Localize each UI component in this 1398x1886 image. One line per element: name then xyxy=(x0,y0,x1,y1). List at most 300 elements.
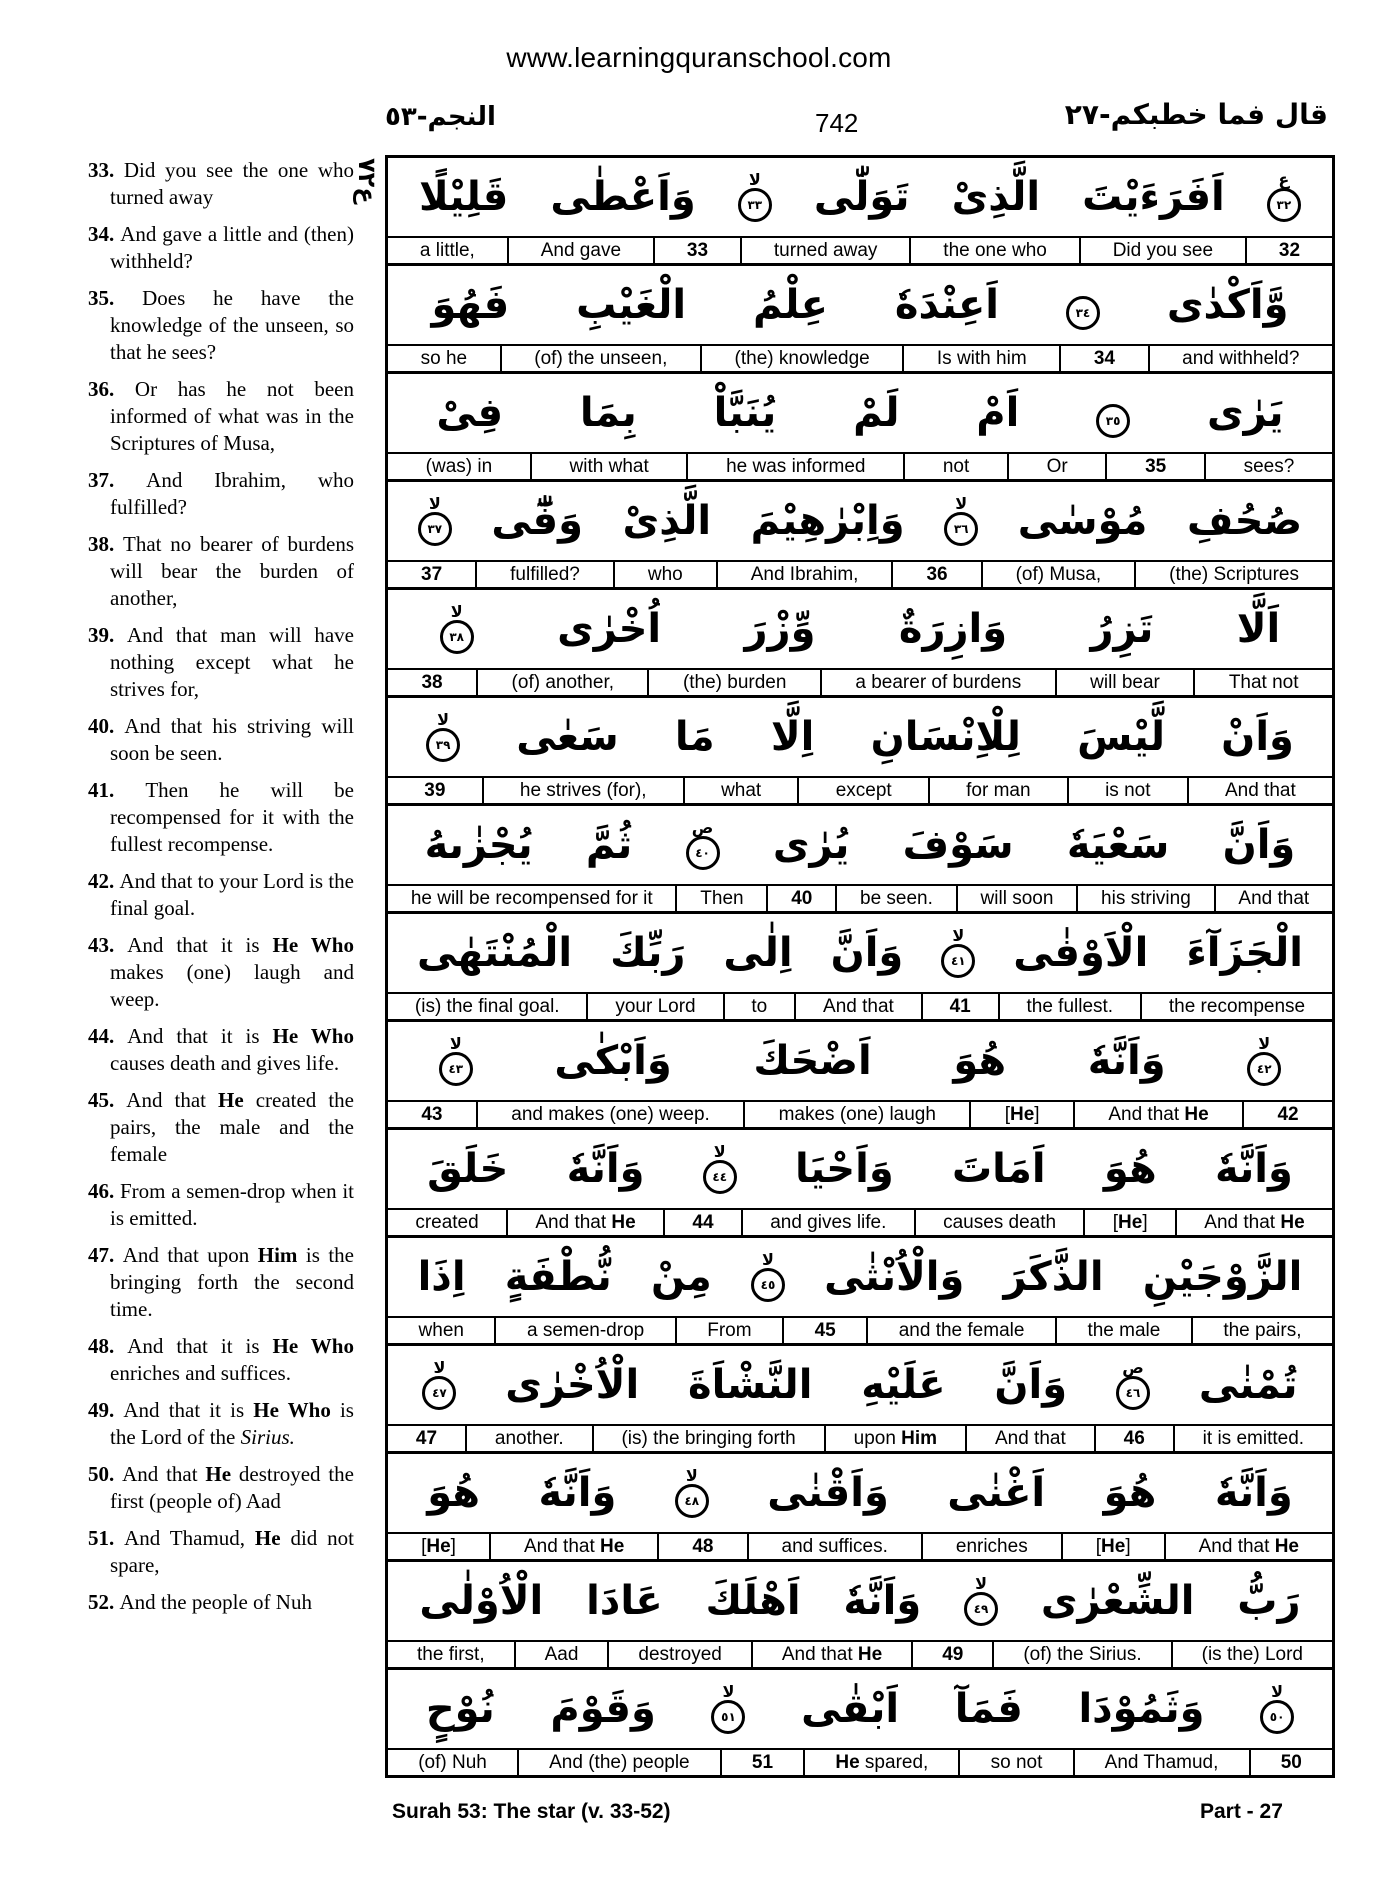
meaning-text: ] xyxy=(450,1536,456,1557)
table-row xyxy=(388,914,1332,1022)
word-meaning-cell: And Thamud, xyxy=(1073,1750,1249,1775)
ayah-number-circle: ٤١ xyxy=(941,944,975,978)
arabic-word: عَلَيْهِ xyxy=(861,1362,946,1408)
verse-end-marker xyxy=(418,496,452,546)
ayah-number-circle: ٣٥ xyxy=(1096,404,1130,438)
verse-number-cell: 39 xyxy=(424,780,446,801)
arabic-line xyxy=(388,266,1332,346)
verse-text: And that it is xyxy=(123,1398,254,1422)
ayah-number-circle: ٤٧ xyxy=(422,1376,456,1410)
meaning-text: upon xyxy=(853,1428,902,1449)
arabic-word: عِلْمُ xyxy=(752,282,828,328)
translation-verse xyxy=(88,777,354,858)
word-meaning-cell xyxy=(751,1642,911,1667)
arabic-word: الْغَيْبِ xyxy=(576,282,687,328)
table-row xyxy=(388,266,1332,374)
translation-verse xyxy=(88,1589,354,1616)
table-row xyxy=(388,1022,1332,1130)
word-meaning-cell: And that xyxy=(1187,778,1332,803)
verse-number-cell: 44 xyxy=(663,1210,741,1235)
word-meaning-cell: Then xyxy=(675,886,766,911)
pause-sign: لا xyxy=(437,710,450,729)
meaning-text: And that xyxy=(1204,1212,1281,1233)
pause-sign xyxy=(1110,388,1116,404)
verse-text: And that man will have nothing except what he strives for, xyxy=(110,623,355,701)
word-meaning-cell: be seen. xyxy=(835,886,956,911)
translation-verse xyxy=(88,157,354,211)
verse-text: created the pairs, the male and the female xyxy=(110,1088,354,1166)
arabic-word: قَلِيْلًا xyxy=(419,174,509,220)
arabic-word: مُوْسٰى xyxy=(1017,498,1148,544)
arabic-word: فَمَآ xyxy=(954,1686,1023,1732)
verse-text: And that xyxy=(122,1462,206,1486)
arabic-word: وَاَنَّهٗ xyxy=(843,1578,922,1624)
arabic-word: فَهُوَ xyxy=(431,282,510,328)
verse-number-cell: 33 xyxy=(653,238,740,263)
verse-number-cell: 41 xyxy=(921,994,998,1019)
arabic-word: وَفّٰٓى xyxy=(491,498,583,544)
verse-end-marker xyxy=(1116,1360,1150,1410)
word-meaning-cell: his striving xyxy=(1076,886,1213,911)
pause-sign: لا xyxy=(450,602,463,621)
verse-text: And that xyxy=(126,1088,218,1112)
arabic-word: وَاَنَّهٗ xyxy=(1214,1470,1293,1516)
verse-end-marker xyxy=(1247,1036,1281,1086)
translation-verse xyxy=(88,285,354,366)
meaning-text: spared, xyxy=(859,1752,929,1773)
arabic-line xyxy=(388,1238,1332,1318)
ayah-number-circle: ٣٩ xyxy=(426,728,460,762)
verse-end-marker xyxy=(439,1036,473,1086)
arabic-word: سَعْيَهٗ xyxy=(1066,822,1170,868)
word-meaning-cell: when xyxy=(418,1320,464,1341)
arabic-word: نُّطْفَةٍ xyxy=(504,1254,612,1300)
word-meaning-cell: fulfilled? xyxy=(475,562,613,587)
meaning-text: [ xyxy=(1112,1212,1119,1233)
pause-sign: لا xyxy=(761,1250,774,1269)
ayah-number-circle: ٣٤ xyxy=(1066,296,1100,330)
word-meaning-cell: the one who xyxy=(909,238,1078,263)
word-meaning-cell: Aad xyxy=(514,1642,608,1667)
meaning-bold: He xyxy=(1118,1212,1143,1233)
verse-text: And that it is xyxy=(127,1334,273,1358)
pause-sign: ص xyxy=(691,818,714,837)
table-row xyxy=(388,482,1332,590)
arabic-word: خَلَقَ xyxy=(427,1146,509,1192)
arabic-word: لِلْاِنْسَانِ xyxy=(870,714,1021,760)
word-meaning-cell: (of) the unseen, xyxy=(500,346,700,371)
word-meaning-cell xyxy=(1061,1534,1164,1559)
english-line xyxy=(388,778,1332,803)
word-meaning-cell: except xyxy=(797,778,927,803)
meaning-text: ] xyxy=(1034,1104,1040,1125)
word-meaning-cell: From xyxy=(675,1318,782,1343)
translation-verse xyxy=(88,1461,354,1515)
meaning-text: [ xyxy=(421,1536,427,1557)
verse-end-marker xyxy=(738,172,772,222)
ayah-number-circle: ٤٥ xyxy=(751,1268,785,1302)
arabic-line xyxy=(388,1130,1332,1210)
verse-end-marker xyxy=(422,1360,456,1410)
arabic-word: الشِّعْرٰى xyxy=(1040,1578,1195,1624)
arabic-word: وَقَوْمَ xyxy=(550,1686,656,1732)
meaning-text: And that xyxy=(1108,1104,1185,1125)
meaning-bold: He xyxy=(1010,1104,1035,1125)
word-meaning-cell: another. xyxy=(465,1426,592,1451)
word-by-word-table xyxy=(385,155,1335,1778)
word-meaning-cell: destroyed xyxy=(607,1642,750,1667)
footer-surah-label: Surah 53: The star (v. 33-52) xyxy=(392,1800,671,1823)
verse-number-cell: 37 xyxy=(421,564,443,585)
word-meaning-cell: (the) Scriptures xyxy=(1134,562,1332,587)
word-meaning-cell: he will be recompensed for it xyxy=(410,888,653,909)
english-line xyxy=(388,454,1332,479)
verse-number-cell: 34 xyxy=(1059,346,1147,371)
arabic-word: وَالْاُنْثٰى xyxy=(824,1254,965,1300)
verse-text: He xyxy=(254,1526,281,1550)
english-line xyxy=(388,1642,1332,1667)
verse-number-cell: 38 xyxy=(421,672,443,693)
verse-number-cell: 46 xyxy=(1094,1426,1173,1451)
word-meaning-cell: makes (one) laugh xyxy=(743,1102,969,1127)
ayah-number-circle: ٤٣ xyxy=(439,1052,473,1086)
arabic-word: اُخْرٰى xyxy=(557,606,662,652)
verse-text: And gave a little and (then) withheld? xyxy=(110,222,355,273)
pause-sign: لا xyxy=(1271,1682,1284,1701)
word-meaning-cell: not xyxy=(903,454,1007,479)
translation-verse xyxy=(88,1525,354,1579)
verse-number: 39. xyxy=(88,623,127,647)
word-meaning-cell: he strives (for), xyxy=(482,778,683,803)
arabic-word: الْجَزَآءَ xyxy=(1186,930,1303,976)
word-meaning-cell: and gives life. xyxy=(741,1210,914,1235)
arabic-word: هُوَ xyxy=(953,1038,1007,1084)
meaning-text: ] xyxy=(1125,1536,1131,1557)
arabic-word: اَهْلَكَ xyxy=(705,1578,801,1624)
arabic-word: اَلَّا xyxy=(1236,606,1281,652)
translation-verse xyxy=(88,1087,354,1168)
translation-verse xyxy=(88,713,354,767)
verse-number: 38. xyxy=(88,532,124,556)
arabic-word: الذَّكَرَ xyxy=(1003,1254,1104,1300)
arabic-word: مَا xyxy=(674,714,715,760)
arabic-word: وَاَقْنٰى xyxy=(767,1470,889,1516)
meaning-bold: Him xyxy=(901,1428,938,1449)
arabic-word: تَزِرُ xyxy=(1090,606,1154,652)
arabic-word: اَمْ xyxy=(976,390,1020,436)
word-meaning-cell: is not xyxy=(1067,778,1187,803)
verse-number: 40. xyxy=(88,714,125,738)
ayah-number-circle: ٤٢ xyxy=(1247,1052,1281,1086)
word-meaning-cell: (of) Musa, xyxy=(981,562,1135,587)
pause-sign: لا xyxy=(713,1142,726,1161)
meaning-bold: He xyxy=(1101,1536,1126,1557)
verse-text: Sirius. xyxy=(240,1425,295,1449)
verse-end-marker xyxy=(944,496,978,546)
pause-sign: لا xyxy=(685,1466,698,1485)
verse-text: did not spare, xyxy=(110,1526,355,1577)
arabic-line xyxy=(388,1562,1332,1642)
arabic-word: صُحُفِ xyxy=(1187,498,1303,544)
arabic-word: اِلٰى xyxy=(723,930,793,976)
meaning-text: ] xyxy=(1142,1212,1148,1233)
meaning-text: [ xyxy=(1004,1104,1010,1125)
pause-sign: ص xyxy=(1122,1358,1144,1377)
english-line xyxy=(388,1318,1332,1343)
verse-text: is the bringing forth the second time. xyxy=(110,1243,355,1321)
table-row xyxy=(388,1670,1332,1778)
word-meaning-cell: (is) the bringing forth xyxy=(592,1426,824,1451)
word-meaning-cell: the pairs, xyxy=(1191,1318,1332,1343)
word-meaning-cell: And Ibrahim, xyxy=(716,562,892,587)
arabic-word: وَاَنَّهٗ xyxy=(1087,1038,1166,1084)
verse-end-marker xyxy=(1096,388,1130,438)
arabic-word: وَاَنَّهٗ xyxy=(538,1470,617,1516)
word-meaning-cell: will bear xyxy=(1055,670,1194,695)
verse-number: 45. xyxy=(88,1088,127,1112)
arabic-line xyxy=(388,1454,1332,1534)
verse-number-cell: 35 xyxy=(1105,454,1204,479)
word-meaning-cell: the first, xyxy=(417,1644,485,1665)
arabic-word: وَاَعْطٰى xyxy=(550,174,696,220)
word-meaning-cell: who xyxy=(613,562,716,587)
arabic-word: يَرٰى xyxy=(1206,390,1284,436)
pause-sign: لا xyxy=(428,494,441,513)
arabic-word: الْمُنْتَهٰى xyxy=(417,930,573,976)
translation-verse xyxy=(88,1023,354,1077)
page-number: 742 xyxy=(815,108,859,138)
arabic-word: سَوْفَ xyxy=(902,822,1014,868)
verse-number: 42. xyxy=(88,869,120,893)
arabic-word: اَمَاتَ xyxy=(951,1146,1046,1192)
verse-number: 46. xyxy=(88,1179,120,1203)
arabic-word: رَبُّ xyxy=(1237,1578,1301,1624)
word-meaning-cell: and makes (one) weep. xyxy=(476,1102,743,1127)
english-line xyxy=(388,670,1332,695)
arabic-word: سَعٰى xyxy=(516,714,619,760)
translation-verse xyxy=(88,622,354,703)
arabic-word: الَّذِىْ xyxy=(622,498,712,544)
pause-sign: لا xyxy=(433,1358,446,1377)
english-line xyxy=(388,1426,1332,1451)
footer-part-label: Part - 27 xyxy=(1200,1800,1283,1823)
pause-sign: لا xyxy=(748,170,761,189)
meaning-bold: He xyxy=(1184,1104,1209,1125)
word-meaning-cell: And that xyxy=(965,1426,1094,1451)
table-row xyxy=(388,698,1332,806)
arabic-word: يُنَبَّاْ xyxy=(713,390,777,436)
verse-number: 36. xyxy=(88,377,135,401)
pause-sign: لا xyxy=(975,1574,988,1593)
arabic-word: رَبِّكَ xyxy=(610,930,686,976)
verse-end-marker xyxy=(440,604,474,654)
arabic-line xyxy=(388,482,1332,562)
word-meaning-cell: and withheld? xyxy=(1148,346,1332,371)
translation-verse xyxy=(88,531,354,612)
translation-verse xyxy=(88,1333,354,1387)
verse-text: destroyed the first (people of) Aad xyxy=(110,1462,354,1513)
ayah-number-circle: ٥١ xyxy=(711,1700,745,1734)
table-row xyxy=(388,590,1332,698)
word-meaning-cell: That not xyxy=(1193,670,1332,695)
arabic-word: الْاُخْرٰى xyxy=(505,1362,640,1408)
arabic-word: اَبْقٰى xyxy=(801,1686,900,1732)
meaning-bold: He xyxy=(835,1752,860,1773)
word-meaning-cell: he was informed xyxy=(686,454,903,479)
word-meaning-cell xyxy=(969,1102,1073,1127)
word-meaning-cell: for man xyxy=(928,778,1067,803)
meaning-text: And that xyxy=(781,1644,858,1665)
verse-text: And Thamud, xyxy=(124,1526,255,1550)
table-row xyxy=(388,1346,1332,1454)
site-url: www.learningquranschool.com xyxy=(506,42,892,73)
word-meaning-cell: will soon xyxy=(956,886,1077,911)
table-row xyxy=(388,1562,1332,1670)
pause-sign: لا xyxy=(955,494,968,513)
word-meaning-cell: (the) knowledge xyxy=(700,346,902,371)
verse-number: 33. xyxy=(88,158,124,182)
arabic-line xyxy=(388,1022,1332,1102)
translation-verse xyxy=(88,221,354,275)
verse-number-cell: 45 xyxy=(782,1318,866,1343)
ayah-number-circle: ٣٣ xyxy=(738,188,772,222)
translation-column xyxy=(88,157,354,1626)
verse-number: 49. xyxy=(88,1398,124,1422)
verse-text: Did you see the one who turned away xyxy=(110,158,354,209)
arabic-word: وَازِرَةٌ xyxy=(898,606,1008,652)
arabic-word: اَغْنٰى xyxy=(947,1470,1046,1516)
meaning-bold: He xyxy=(600,1536,625,1557)
verse-number: 52. xyxy=(88,1590,120,1614)
verse-number-cell: 49 xyxy=(911,1642,992,1667)
arabic-word: هُوَ xyxy=(1103,1146,1157,1192)
arabic-word: وَاَنْ xyxy=(1221,714,1294,760)
word-meaning-cell xyxy=(1083,1210,1175,1235)
verse-text: causes death and gives life. xyxy=(110,1051,340,1075)
pause-sign: لا xyxy=(722,1682,735,1701)
verse-number: 34. xyxy=(88,222,121,246)
english-line xyxy=(388,562,1332,587)
word-meaning-cell: so he xyxy=(420,348,468,369)
translation-verse xyxy=(88,868,354,922)
meaning-bold: He xyxy=(426,1536,451,1557)
verse-text: He xyxy=(218,1088,244,1112)
verse-text: And that it is xyxy=(127,933,273,957)
arabic-word: هُوَ xyxy=(427,1470,481,1516)
word-meaning-cell: the fullest. xyxy=(998,994,1140,1019)
arabic-word: نُوْحٍ xyxy=(425,1686,495,1732)
meaning-text: [ xyxy=(1095,1536,1102,1557)
verse-end-marker xyxy=(964,1576,998,1626)
arabic-word: فِىْ xyxy=(436,390,504,436)
verse-text: Does he have the knowledge of the unseen, so that he sees? xyxy=(110,286,355,364)
word-meaning-cell: (of) Nuh xyxy=(418,1752,487,1773)
verse-text: And that to your Lord is the final goal. xyxy=(110,869,355,920)
verse-number-cell: 51 xyxy=(720,1750,803,1775)
word-meaning-cell xyxy=(489,1534,657,1559)
meaning-bold: He xyxy=(1280,1212,1305,1233)
word-meaning-cell xyxy=(803,1750,958,1775)
arabic-word: اِلَّا xyxy=(770,714,815,760)
arabic-line xyxy=(388,1346,1332,1426)
meaning-bold: He xyxy=(611,1212,636,1233)
arabic-word: بِمَا xyxy=(579,390,637,436)
verse-number-cell: 47 xyxy=(415,1428,438,1449)
pause-sign xyxy=(1080,280,1086,296)
word-meaning-cell: (of) another, xyxy=(476,670,647,695)
translation-verse xyxy=(88,1178,354,1232)
ruku-marker: ع٧٢ xyxy=(353,158,381,204)
ayah-number-circle: ٣٧ xyxy=(418,512,452,546)
ayah-number-circle: ٣٨ xyxy=(440,620,474,654)
arabic-word: اِذَا xyxy=(417,1254,466,1300)
word-meaning-cell: enriches xyxy=(921,1534,1061,1559)
ayah-number-circle: ٤٦ xyxy=(1116,1376,1150,1410)
verse-number: 44. xyxy=(88,1024,128,1048)
verse-number: 35. xyxy=(88,286,143,310)
arabic-word: يُرٰى xyxy=(772,822,850,868)
verse-number-cell: 50 xyxy=(1249,1750,1332,1775)
word-meaning-cell xyxy=(1073,1102,1242,1127)
verse-number: 47. xyxy=(88,1243,123,1267)
word-meaning-cell xyxy=(388,1534,489,1559)
meaning-text: And that xyxy=(535,1212,612,1233)
arabic-word: لَمْ xyxy=(853,390,900,436)
arabic-line xyxy=(388,590,1332,670)
word-meaning-cell: your Lord xyxy=(586,994,722,1019)
word-meaning-cell: (is the) Lord xyxy=(1171,1642,1332,1667)
meaning-bold: He xyxy=(857,1644,883,1665)
verse-number: 43. xyxy=(88,933,128,957)
ayah-number-circle: ٤٠ xyxy=(686,836,720,870)
verse-end-marker xyxy=(751,1252,785,1302)
verse-text: And that his striving will soon be seen. xyxy=(110,714,355,765)
verse-number-cell: 36 xyxy=(891,562,980,587)
verse-text: And the people of Nuh xyxy=(119,1590,312,1614)
word-meaning-cell: causes death xyxy=(914,1210,1084,1235)
arabic-word: تُمْنٰى xyxy=(1198,1362,1298,1408)
word-meaning-cell: And that xyxy=(1214,886,1332,911)
english-line xyxy=(388,1534,1332,1559)
verse-text: He Who xyxy=(272,1024,354,1048)
verse-number: 41. xyxy=(88,778,146,802)
ayah-number-circle: ٣٦ xyxy=(944,512,978,546)
arabic-word: اَفَرَءَيْتَ xyxy=(1082,174,1225,220)
verse-number-cell: 40 xyxy=(766,886,835,911)
word-meaning-cell xyxy=(824,1426,965,1451)
word-meaning-cell: (the) burden xyxy=(647,670,819,695)
verse-number-cell: 42 xyxy=(1242,1102,1332,1127)
verse-text: Or has he not been informed of what was in the Scriptures of Musa, xyxy=(110,377,355,455)
english-line xyxy=(388,1210,1332,1235)
arabic-word: وَثَمُوْدَا xyxy=(1078,1686,1205,1732)
verse-text: He Who xyxy=(272,933,354,957)
word-meaning-cell: the male xyxy=(1055,1318,1191,1343)
word-meaning-cell: (is) the final goal. xyxy=(414,996,560,1017)
verse-text: He xyxy=(205,1462,232,1486)
arabic-word: اَضْحَكَ xyxy=(753,1038,872,1084)
verse-text: And Ibrahim, who fulfilled? xyxy=(110,468,355,519)
verse-text: is the Lord of the xyxy=(110,1398,354,1449)
word-meaning-cell: turned away xyxy=(740,238,909,263)
verse-number: 51. xyxy=(88,1526,125,1550)
word-meaning-cell: to xyxy=(723,994,795,1019)
arabic-word: هُوَ xyxy=(1103,1470,1157,1516)
arabic-line xyxy=(388,806,1332,886)
arabic-word: الزَّوْجَيْنِ xyxy=(1142,1254,1303,1300)
meaning-text: And that xyxy=(1198,1536,1275,1557)
word-meaning-cell xyxy=(506,1210,663,1235)
